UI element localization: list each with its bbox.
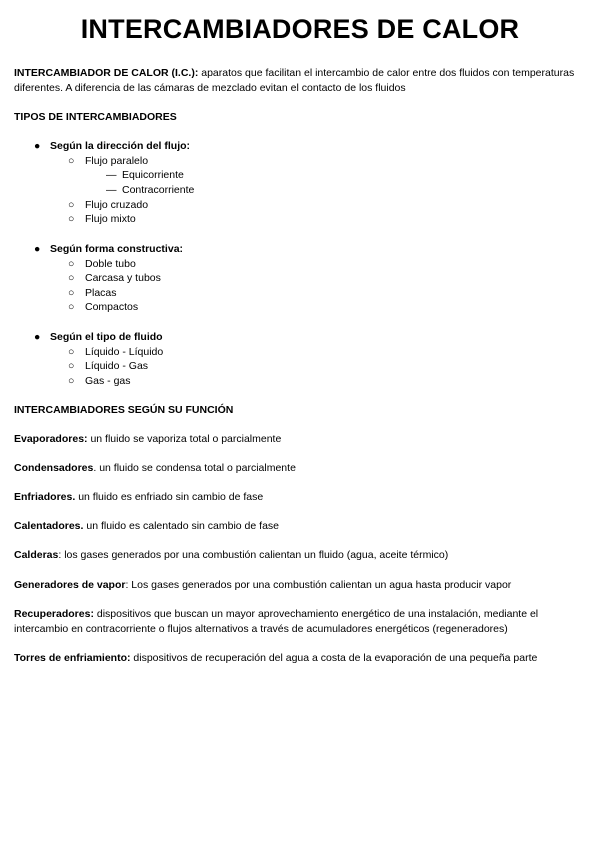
function-term: Condensadores — [14, 462, 94, 474]
list-item — [68, 301, 138, 313]
function-entry — [14, 432, 588, 447]
function-term: Evaporadores: — [14, 433, 88, 445]
group-label: Según forma constructiva: — [50, 243, 184, 255]
sub-list-item-text: Contracorriente — [122, 184, 195, 196]
page-title: INTERCAMBIADORES DE CALOR — [80, 14, 520, 44]
function-term: Enfriadores. — [14, 491, 76, 503]
bullet-symbol: ● — [34, 243, 41, 255]
circle-bullet: ○ — [68, 213, 75, 225]
function-entry — [14, 578, 588, 593]
circle-bullet: ○ — [68, 155, 75, 167]
bullet-symbol: ● — [34, 140, 41, 152]
function-text: un fluido se vaporiza total o parcialmente — [87, 433, 282, 445]
circle-bullet: ○ — [68, 272, 75, 284]
function-entry — [14, 548, 588, 563]
intro-term: INTERCAMBIADOR DE CALOR (I.C.): — [14, 67, 199, 79]
list-item-text: Flujo cruzado — [85, 199, 149, 211]
list-item — [68, 375, 131, 387]
function-text: . un fluido se condensa total o parcialmente — [93, 462, 296, 474]
function-term: Generadores de vapor — [14, 579, 126, 591]
group-bullet-constructiva — [34, 243, 183, 255]
list-item-text: Flujo mixto — [85, 213, 136, 225]
list-item-text: Gas - gas — [85, 375, 131, 387]
list-item-text: Líquido - Líquido — [85, 346, 164, 358]
function-entry — [14, 651, 588, 666]
function-entry — [14, 607, 588, 637]
circle-bullet: ○ — [68, 346, 75, 358]
function-term: Torres de enfriamiento: — [14, 652, 131, 664]
list-item-text: Carcasa y tubos — [85, 272, 161, 284]
list-item-text: Placas — [85, 287, 117, 299]
list-item — [68, 155, 148, 167]
function-term: Recuperadores: — [14, 608, 94, 620]
circle-bullet: ○ — [68, 375, 75, 387]
function-entry — [14, 490, 588, 505]
list-item-text: Flujo paralelo — [85, 155, 149, 167]
function-entry — [14, 461, 588, 476]
dash-bullet: — — [106, 169, 117, 181]
function-entry — [14, 519, 588, 534]
list-item — [68, 272, 161, 284]
list-item — [68, 258, 136, 270]
list-item-text: Líquido - Gas — [85, 360, 149, 372]
group-label: Según el tipo de fluido — [50, 331, 163, 343]
group-bullet-direccion — [34, 140, 190, 152]
list-item — [68, 360, 148, 372]
circle-bullet: ○ — [68, 301, 75, 313]
sub-list-item — [106, 184, 194, 196]
function-text: dispositivos que buscan un mayor aprovechamiento energético de una instalación, mediante el intercambio en contracorriente o flujos alternativos a través de acumuladores energéticos (regeneradores) — [14, 608, 539, 635]
bullet-symbol: ● — [34, 331, 41, 343]
list-item — [68, 287, 117, 299]
circle-bullet: ○ — [68, 287, 75, 299]
list-item-text: Compactos — [85, 301, 139, 313]
funcion-heading: INTERCAMBIADORES SEGÚN SU FUNCIÓN — [14, 404, 234, 416]
function-text: un fluido es calentado sin cambio de fase — [83, 520, 279, 532]
function-term: Calderas — [14, 549, 59, 561]
function-text: : los gases generados por una combustión calientan un fluido (agua, aceite térmico) — [58, 549, 449, 561]
circle-bullet: ○ — [68, 360, 75, 372]
list-item — [68, 346, 163, 358]
function-text: un fluido es enfriado sin cambio de fase — [75, 491, 264, 503]
sub-list-item — [106, 169, 184, 181]
sub-list-item-text: Equicorriente — [122, 169, 184, 181]
intro-paragraph — [14, 66, 588, 96]
dash-bullet: — — [106, 184, 117, 196]
list-item — [68, 199, 148, 211]
list-item-text: Doble tubo — [85, 258, 136, 270]
intro-text: aparatos que facilitan el intercambio de calor entre dos fluidos con temperaturas diferentes. A diferencia de las cámaras de mezclado evitan el contacto de los fluidos — [14, 67, 575, 94]
circle-bullet: ○ — [68, 199, 75, 211]
group-label: Según la dirección del flujo: — [50, 140, 191, 152]
circle-bullet: ○ — [68, 258, 75, 270]
function-term: Calentadores. — [14, 520, 84, 532]
group-bullet-fluido — [34, 331, 163, 343]
function-text: : Los gases generados por una combustión calientan un agua hasta producir vapor — [125, 579, 512, 591]
list-item — [68, 213, 136, 225]
function-text: dispositivos de recuperación del agua a costa de la evaporación de una pequeña parte — [130, 652, 538, 664]
tipos-heading: TIPOS DE INTERCAMBIADORES — [14, 111, 177, 123]
